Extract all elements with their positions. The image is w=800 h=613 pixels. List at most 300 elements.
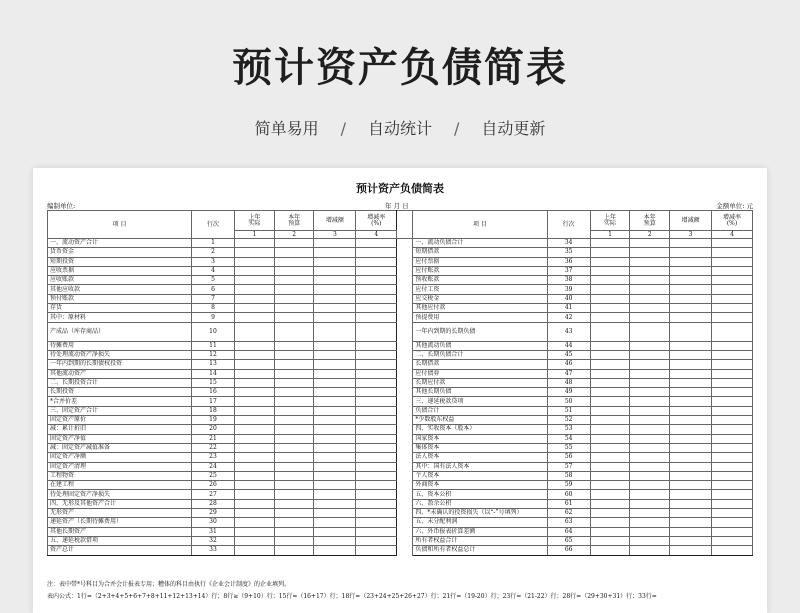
liability-change-cell[interactable] — [670, 257, 712, 266]
asset-change-cell[interactable] — [314, 248, 356, 257]
asset-prev-actual-cell[interactable] — [234, 322, 274, 341]
asset-change-cell[interactable] — [314, 397, 356, 406]
asset-change-cell[interactable] — [314, 471, 356, 480]
asset-prev-actual-cell[interactable] — [234, 257, 274, 266]
asset-rate-cell[interactable] — [356, 425, 397, 434]
liability-budget-cell[interactable] — [630, 276, 670, 285]
asset-budget-cell[interactable] — [274, 378, 314, 387]
liability-rate-cell[interactable] — [712, 304, 753, 313]
liability-budget-cell[interactable] — [630, 369, 670, 378]
liability-prev-actual-cell[interactable] — [590, 313, 630, 322]
asset-prev-actual-cell[interactable] — [234, 406, 274, 415]
liability-budget-cell[interactable] — [630, 490, 670, 499]
asset-rate-cell[interactable] — [356, 453, 397, 462]
liability-rate-cell[interactable] — [712, 527, 753, 536]
asset-change-cell[interactable] — [314, 443, 356, 452]
liability-prev-actual-cell[interactable] — [590, 388, 630, 397]
asset-budget-cell[interactable] — [274, 276, 314, 285]
asset-rate-cell[interactable] — [356, 313, 397, 322]
asset-change-cell[interactable] — [314, 481, 356, 490]
asset-budget-cell[interactable] — [274, 322, 314, 341]
column-gap — [397, 266, 413, 275]
liability-prev-actual-cell[interactable] — [590, 266, 630, 275]
liability-rate-cell[interactable] — [712, 388, 753, 397]
asset-rate-cell[interactable] — [356, 350, 397, 359]
liability-change-cell[interactable] — [670, 304, 712, 313]
liability-rate-cell[interactable] — [712, 509, 753, 518]
liability-seq-cell: 54 — [547, 434, 590, 443]
table-row — [48, 509, 753, 518]
liability-change-cell[interactable] — [670, 360, 712, 369]
asset-prev-actual-cell[interactable] — [234, 248, 274, 257]
liability-budget-cell[interactable] — [630, 313, 670, 322]
liability-change-cell[interactable] — [670, 294, 712, 303]
liability-budget-cell[interactable] — [630, 360, 670, 369]
liability-change-cell[interactable] — [670, 266, 712, 275]
asset-budget-cell[interactable] — [274, 434, 314, 443]
asset-prev-actual-cell[interactable] — [234, 294, 274, 303]
asset-prev-actual-cell[interactable] — [234, 434, 274, 443]
liability-change-cell[interactable] — [670, 406, 712, 415]
header-seq: 行次 — [547, 211, 590, 239]
liability-budget-cell[interactable] — [630, 434, 670, 443]
liability-budget-cell[interactable] — [630, 462, 670, 471]
liability-rate-cell[interactable] — [712, 471, 753, 480]
asset-rate-cell[interactable] — [356, 360, 397, 369]
liability-budget-cell[interactable] — [630, 257, 670, 266]
liability-budget-cell[interactable] — [630, 248, 670, 257]
asset-prev-actual-cell[interactable] — [234, 546, 274, 555]
liability-change-cell[interactable] — [670, 462, 712, 471]
liability-budget-cell[interactable] — [630, 416, 670, 425]
liability-budget-cell[interactable] — [630, 509, 670, 518]
liability-rate-cell[interactable] — [712, 406, 753, 415]
liability-prev-actual-cell[interactable] — [590, 294, 630, 303]
liability-prev-actual-cell[interactable] — [590, 369, 630, 378]
asset-budget-cell[interactable] — [274, 536, 314, 545]
asset-rate-cell[interactable] — [356, 397, 397, 406]
asset-seq-cell: 7 — [192, 294, 235, 303]
liability-seq-cell: 46 — [547, 360, 590, 369]
liability-change-cell[interactable] — [670, 546, 712, 555]
asset-change-cell[interactable] — [314, 546, 356, 555]
liability-budget-cell[interactable] — [630, 499, 670, 508]
liability-budget-cell[interactable] — [630, 481, 670, 490]
liability-budget-cell[interactable] — [630, 397, 670, 406]
liability-rate-cell[interactable] — [712, 546, 753, 555]
liability-budget-cell[interactable] — [630, 443, 670, 452]
asset-item-cell: 长期投资 — [48, 388, 192, 397]
liability-rate-cell[interactable] — [712, 285, 753, 294]
liability-prev-actual-cell[interactable] — [590, 416, 630, 425]
liability-change-cell[interactable] — [670, 285, 712, 294]
liability-prev-actual-cell[interactable] — [590, 350, 630, 359]
asset-prev-actual-cell[interactable] — [234, 425, 274, 434]
column-gap — [397, 369, 413, 378]
asset-budget-cell[interactable] — [274, 350, 314, 359]
asset-rate-cell[interactable] — [356, 536, 397, 545]
liability-prev-actual-cell[interactable] — [590, 304, 630, 313]
asset-prev-actual-cell[interactable] — [234, 499, 274, 508]
asset-prev-actual-cell[interactable] — [234, 350, 274, 359]
asset-change-cell[interactable] — [314, 239, 356, 248]
liability-rate-cell[interactable] — [712, 322, 753, 341]
asset-budget-cell[interactable] — [274, 285, 314, 294]
liability-budget-cell[interactable] — [630, 266, 670, 275]
liability-prev-actual-cell[interactable] — [590, 546, 630, 555]
asset-rate-cell[interactable] — [356, 388, 397, 397]
asset-prev-actual-cell[interactable] — [234, 518, 274, 527]
liability-prev-actual-cell[interactable] — [590, 527, 630, 536]
liability-budget-cell[interactable] — [630, 406, 670, 415]
liability-change-cell[interactable] — [670, 397, 712, 406]
asset-change-cell[interactable] — [314, 406, 356, 415]
liability-budget-cell[interactable] — [630, 304, 670, 313]
asset-change-cell[interactable] — [314, 360, 356, 369]
asset-change-cell[interactable] — [314, 350, 356, 359]
asset-rate-cell[interactable] — [356, 443, 397, 452]
liability-prev-actual-cell[interactable] — [590, 341, 630, 350]
column-gap — [397, 294, 413, 303]
liability-item-cell: 负债合计 — [413, 406, 547, 415]
liability-rate-cell[interactable] — [712, 239, 753, 248]
asset-change-cell[interactable] — [314, 509, 356, 518]
liability-change-cell[interactable] — [670, 518, 712, 527]
asset-rate-cell[interactable] — [356, 285, 397, 294]
liability-budget-cell[interactable] — [630, 518, 670, 527]
asset-change-cell[interactable] — [314, 378, 356, 387]
asset-prev-actual-cell[interactable] — [234, 536, 274, 545]
asset-budget-cell[interactable] — [274, 416, 314, 425]
liability-budget-cell[interactable] — [630, 322, 670, 341]
asset-change-cell[interactable] — [314, 294, 356, 303]
liability-prev-actual-cell[interactable] — [590, 536, 630, 545]
liability-item-cell: 个人资本 — [413, 471, 547, 480]
liability-change-cell[interactable] — [670, 490, 712, 499]
asset-prev-actual-cell[interactable] — [234, 397, 274, 406]
liability-change-cell[interactable] — [670, 276, 712, 285]
liability-budget-cell[interactable] — [630, 341, 670, 350]
asset-budget-cell[interactable] — [274, 239, 314, 248]
asset-budget-cell[interactable] — [274, 509, 314, 518]
asset-prev-actual-cell[interactable] — [234, 453, 274, 462]
liability-change-cell[interactable] — [670, 239, 712, 248]
header-col-number: 2 — [274, 231, 314, 239]
liability-prev-actual-cell[interactable] — [590, 462, 630, 471]
liability-prev-actual-cell[interactable] — [590, 239, 630, 248]
asset-rate-cell[interactable] — [356, 481, 397, 490]
asset-rate-cell[interactable] — [356, 378, 397, 387]
liability-prev-actual-cell[interactable] — [590, 248, 630, 257]
liability-budget-cell[interactable] — [630, 471, 670, 480]
liability-rate-cell[interactable] — [712, 536, 753, 545]
asset-budget-cell[interactable] — [274, 546, 314, 555]
asset-change-cell[interactable] — [314, 276, 356, 285]
liability-prev-actual-cell[interactable] — [590, 434, 630, 443]
asset-budget-cell[interactable] — [274, 518, 314, 527]
liability-rate-cell[interactable] — [712, 443, 753, 452]
liability-budget-cell[interactable] — [630, 527, 670, 536]
table-row — [48, 285, 753, 294]
asset-rate-cell[interactable] — [356, 499, 397, 508]
asset-change-cell[interactable] — [314, 527, 356, 536]
asset-budget-cell[interactable] — [274, 397, 314, 406]
table-row — [48, 341, 753, 350]
liability-budget-cell[interactable] — [630, 453, 670, 462]
asset-rate-cell[interactable] — [356, 257, 397, 266]
liability-rate-cell[interactable] — [712, 294, 753, 303]
asset-prev-actual-cell[interactable] — [234, 527, 274, 536]
asset-prev-actual-cell[interactable] — [234, 388, 274, 397]
asset-change-cell[interactable] — [314, 536, 356, 545]
asset-change-cell[interactable] — [314, 416, 356, 425]
asset-prev-actual-cell[interactable] — [234, 266, 274, 275]
asset-change-cell[interactable] — [314, 518, 356, 527]
asset-budget-cell[interactable] — [274, 369, 314, 378]
liability-seq-cell: 60 — [547, 490, 590, 499]
liability-prev-actual-cell[interactable] — [590, 378, 630, 387]
liability-item-cell: 五、资本公积 — [413, 490, 547, 499]
liability-change-cell[interactable] — [670, 536, 712, 545]
asset-prev-actual-cell[interactable] — [234, 481, 274, 490]
asset-prev-actual-cell[interactable] — [234, 443, 274, 452]
asset-rate-cell[interactable] — [356, 248, 397, 257]
asset-item-cell: 固定资产原价 — [48, 416, 192, 425]
liability-budget-cell[interactable] — [630, 285, 670, 294]
liability-rate-cell[interactable] — [712, 397, 753, 406]
asset-rate-cell[interactable] — [356, 471, 397, 480]
liability-budget-cell[interactable] — [630, 388, 670, 397]
asset-change-cell[interactable] — [314, 453, 356, 462]
liability-rate-cell[interactable] — [712, 434, 753, 443]
asset-change-cell[interactable] — [314, 285, 356, 294]
liability-budget-cell[interactable] — [630, 425, 670, 434]
asset-change-cell[interactable] — [314, 462, 356, 471]
asset-budget-cell[interactable] — [274, 248, 314, 257]
liability-change-cell[interactable] — [670, 313, 712, 322]
asset-prev-actual-cell[interactable] — [234, 304, 274, 313]
liability-change-cell[interactable] — [670, 509, 712, 518]
liability-change-cell[interactable] — [670, 443, 712, 452]
liability-rate-cell[interactable] — [712, 425, 753, 434]
asset-rate-cell[interactable] — [356, 434, 397, 443]
liability-budget-cell[interactable] — [630, 378, 670, 387]
header-rate: 增减率 (%) — [356, 211, 397, 231]
liability-rate-cell[interactable] — [712, 248, 753, 257]
asset-budget-cell[interactable] — [274, 257, 314, 266]
asset-budget-cell[interactable] — [274, 360, 314, 369]
liability-change-cell[interactable] — [670, 378, 712, 387]
asset-seq-cell: 22 — [192, 443, 235, 452]
liability-rate-cell[interactable] — [712, 369, 753, 378]
asset-rate-cell[interactable] — [356, 509, 397, 518]
asset-item-cell: 固定资产净值 — [48, 434, 192, 443]
liability-budget-cell[interactable] — [630, 294, 670, 303]
asset-rate-cell[interactable] — [356, 416, 397, 425]
liability-prev-actual-cell[interactable] — [590, 397, 630, 406]
asset-prev-actual-cell[interactable] — [234, 509, 274, 518]
asset-rate-cell[interactable] — [356, 322, 397, 341]
asset-prev-actual-cell[interactable] — [234, 360, 274, 369]
asset-change-cell[interactable] — [314, 499, 356, 508]
asset-budget-cell[interactable] — [274, 266, 314, 275]
asset-prev-actual-cell[interactable] — [234, 471, 274, 480]
liability-prev-actual-cell[interactable] — [590, 499, 630, 508]
liability-rate-cell[interactable] — [712, 462, 753, 471]
liability-prev-actual-cell[interactable] — [590, 453, 630, 462]
asset-rate-cell[interactable] — [356, 239, 397, 248]
asset-item-cell: 固定资产净额 — [48, 453, 192, 462]
asset-prev-actual-cell[interactable] — [234, 239, 274, 248]
asset-budget-cell[interactable] — [274, 443, 314, 452]
liability-change-cell[interactable] — [670, 322, 712, 341]
asset-prev-actual-cell[interactable] — [234, 313, 274, 322]
column-gap — [397, 509, 413, 518]
asset-rate-cell[interactable] — [356, 266, 397, 275]
liability-change-cell[interactable] — [670, 471, 712, 480]
asset-change-cell[interactable] — [314, 266, 356, 275]
asset-budget-cell[interactable] — [274, 425, 314, 434]
column-gap — [397, 248, 413, 257]
asset-budget-cell[interactable] — [274, 527, 314, 536]
liability-rate-cell[interactable] — [712, 490, 753, 499]
header-col-number: 4 — [356, 231, 397, 239]
liability-prev-actual-cell[interactable] — [590, 406, 630, 415]
asset-change-cell[interactable] — [314, 434, 356, 443]
table-row — [48, 369, 753, 378]
asset-change-cell[interactable] — [314, 490, 356, 499]
asset-rate-cell[interactable] — [356, 527, 397, 536]
asset-seq-cell: 3 — [192, 257, 235, 266]
asset-rate-cell[interactable] — [356, 518, 397, 527]
asset-prev-actual-cell[interactable] — [234, 462, 274, 471]
asset-rate-cell[interactable] — [356, 304, 397, 313]
asset-budget-cell[interactable] — [274, 490, 314, 499]
liability-item-cell: 应付账款 — [413, 266, 547, 275]
liability-prev-actual-cell[interactable] — [590, 481, 630, 490]
asset-prev-actual-cell[interactable] — [234, 416, 274, 425]
asset-change-cell[interactable] — [314, 257, 356, 266]
asset-budget-cell[interactable] — [274, 294, 314, 303]
liability-prev-actual-cell[interactable] — [590, 509, 630, 518]
liability-rate-cell[interactable] — [712, 266, 753, 275]
liability-change-cell[interactable] — [670, 434, 712, 443]
liability-change-cell[interactable] — [670, 369, 712, 378]
asset-prev-actual-cell[interactable] — [234, 490, 274, 499]
liability-prev-actual-cell[interactable] — [590, 425, 630, 434]
liability-prev-actual-cell[interactable] — [590, 518, 630, 527]
liability-rate-cell[interactable] — [712, 313, 753, 322]
liability-prev-actual-cell[interactable] — [590, 360, 630, 369]
asset-budget-cell[interactable] — [274, 453, 314, 462]
asset-change-cell[interactable] — [314, 304, 356, 313]
asset-budget-cell[interactable] — [274, 481, 314, 490]
liability-change-cell[interactable] — [670, 425, 712, 434]
asset-budget-cell[interactable] — [274, 499, 314, 508]
asset-change-cell[interactable] — [314, 313, 356, 322]
liability-budget-cell[interactable] — [630, 239, 670, 248]
liability-rate-cell[interactable] — [712, 481, 753, 490]
asset-seq-cell: 15 — [192, 378, 235, 387]
liability-rate-cell[interactable] — [712, 341, 753, 350]
formula-note: 表内公式：1行=（2+3+4+5+6+7+8+11+12+13+14）行；8行≥（9+10）行；15行=（16+17）行；18行=（23+24+25+26+27）行；21行=（19-20）行；23行=（21-22）行；28行=（29+30+31）行；33行= — [47, 593, 657, 600]
table-row — [48, 425, 753, 434]
liability-change-cell[interactable] — [670, 350, 712, 359]
liability-prev-actual-cell[interactable] — [590, 285, 630, 294]
asset-budget-cell[interactable] — [274, 462, 314, 471]
liability-rate-cell[interactable] — [712, 378, 753, 387]
asset-prev-actual-cell[interactable] — [234, 285, 274, 294]
liability-rate-cell[interactable] — [712, 453, 753, 462]
liability-rate-cell[interactable] — [712, 518, 753, 527]
asset-change-cell[interactable] — [314, 369, 356, 378]
asset-prev-actual-cell[interactable] — [234, 369, 274, 378]
liability-prev-actual-cell[interactable] — [590, 322, 630, 341]
liability-change-cell[interactable] — [670, 499, 712, 508]
liability-seq-cell: 45 — [547, 350, 590, 359]
liability-change-cell[interactable] — [670, 416, 712, 425]
liability-prev-actual-cell[interactable] — [590, 443, 630, 452]
liability-budget-cell[interactable] — [630, 546, 670, 555]
asset-change-cell[interactable] — [314, 425, 356, 434]
asset-rate-cell[interactable] — [356, 546, 397, 555]
asset-budget-cell[interactable] — [274, 406, 314, 415]
column-gap — [397, 481, 413, 490]
asset-rate-cell[interactable] — [356, 490, 397, 499]
asset-budget-cell[interactable] — [274, 341, 314, 350]
liability-budget-cell[interactable] — [630, 536, 670, 545]
asset-prev-actual-cell[interactable] — [234, 378, 274, 387]
asset-budget-cell[interactable] — [274, 304, 314, 313]
asset-prev-actual-cell[interactable] — [234, 341, 274, 350]
liability-prev-actual-cell[interactable] — [590, 490, 630, 499]
liability-rate-cell[interactable] — [712, 257, 753, 266]
liability-rate-cell[interactable] — [712, 499, 753, 508]
asset-prev-actual-cell[interactable] — [234, 276, 274, 285]
liability-rate-cell[interactable] — [712, 360, 753, 369]
liability-prev-actual-cell[interactable] — [590, 276, 630, 285]
table-row — [48, 462, 753, 471]
liability-seq-cell: 58 — [547, 471, 590, 480]
liability-rate-cell[interactable] — [712, 276, 753, 285]
asset-rate-cell[interactable] — [356, 276, 397, 285]
liability-change-cell[interactable] — [670, 481, 712, 490]
liability-prev-actual-cell[interactable] — [590, 471, 630, 480]
asset-budget-cell[interactable] — [274, 313, 314, 322]
liability-change-cell[interactable] — [670, 453, 712, 462]
asset-item-cell: 其他流动资产 — [48, 369, 192, 378]
liability-rate-cell[interactable] — [712, 416, 753, 425]
liability-change-cell[interactable] — [670, 341, 712, 350]
liability-change-cell[interactable] — [670, 388, 712, 397]
asset-rate-cell[interactable] — [356, 406, 397, 415]
asset-rate-cell[interactable] — [356, 369, 397, 378]
asset-change-cell[interactable] — [314, 322, 356, 341]
liability-change-cell[interactable] — [670, 527, 712, 536]
liability-change-cell[interactable] — [670, 248, 712, 257]
liability-budget-cell[interactable] — [630, 350, 670, 359]
table-row — [48, 416, 753, 425]
asset-change-cell[interactable] — [314, 388, 356, 397]
asset-budget-cell[interactable] — [274, 471, 314, 480]
liability-prev-actual-cell[interactable] — [590, 257, 630, 266]
asset-rate-cell[interactable] — [356, 294, 397, 303]
asset-rate-cell[interactable] — [356, 462, 397, 471]
asset-budget-cell[interactable] — [274, 388, 314, 397]
asset-rate-cell[interactable] — [356, 341, 397, 350]
asset-change-cell[interactable] — [314, 341, 356, 350]
liability-rate-cell[interactable] — [712, 350, 753, 359]
